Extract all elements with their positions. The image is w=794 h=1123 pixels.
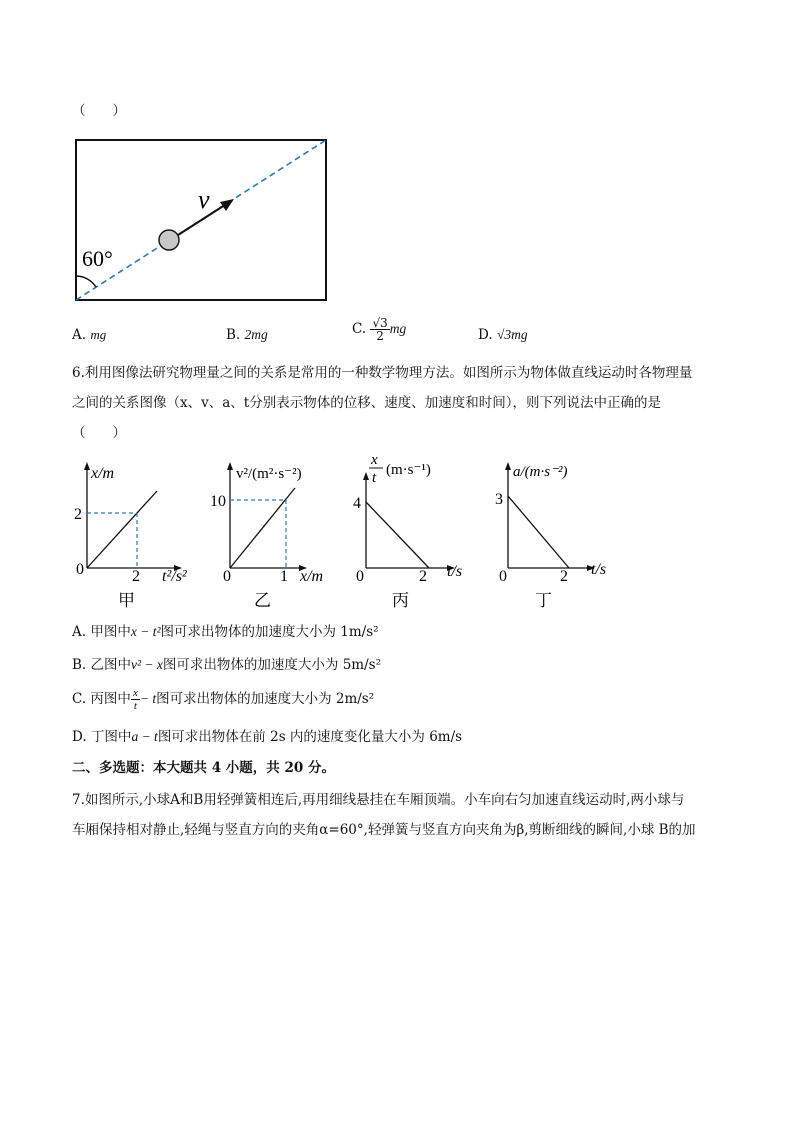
velocity-label: v xyxy=(198,185,210,214)
option-expr: √3mg xyxy=(496,327,528,342)
y-tick-label: 3 xyxy=(495,491,503,508)
option-prefix: B. 乙图中 xyxy=(72,657,132,673)
q6-option-d xyxy=(72,727,462,747)
option-c-numerator: x xyxy=(132,687,138,699)
q5-option-d xyxy=(478,325,528,345)
x-tick-label: 2 xyxy=(560,568,568,585)
q6-option-c xyxy=(72,684,374,714)
y-axis-arrow xyxy=(363,472,369,480)
q6-answer-bracket: （ ） xyxy=(72,425,126,441)
x-tick-label: 2 xyxy=(419,568,427,585)
graph-line xyxy=(508,496,569,568)
origin-label: 0 xyxy=(76,561,84,578)
y-tick-label: 4 xyxy=(353,495,361,512)
q5-option-c xyxy=(352,317,406,342)
q5-option-b xyxy=(226,325,268,345)
q6-option-b xyxy=(72,655,381,675)
y-axis-arrow xyxy=(84,462,90,470)
graph-name: 丙 xyxy=(392,591,409,610)
q6-stem-line1: 6.利用图像法研究物理量之间的关系是常用的一种数学物理方法。如图所示为物体做直线运动时各物理量 xyxy=(72,365,693,381)
graph-name: 甲 xyxy=(118,591,135,610)
option-letter: D. xyxy=(478,327,493,343)
option-letter: C. xyxy=(352,321,367,337)
option-letter: A. xyxy=(72,327,87,343)
graph-line xyxy=(87,491,157,568)
x-axis-label: t²/s² xyxy=(162,568,187,585)
option-c-denominator: t xyxy=(133,700,137,712)
option-text: 图可求出物体在前 2s 内的速度变化量大小为 6m/s xyxy=(157,729,463,745)
option-expr: − t xyxy=(139,691,157,706)
ball xyxy=(159,230,179,250)
graph-ding xyxy=(490,456,620,618)
option-c-numerator: √3 xyxy=(372,316,388,330)
y-axis-label: a/(m·s⁻²) xyxy=(513,464,568,480)
origin-label: 0 xyxy=(356,568,364,585)
option-expr: v² − x xyxy=(131,657,163,672)
graph-line xyxy=(366,502,429,568)
option-text: 图可求出物体的加速度大小为 2m/s² xyxy=(156,691,375,707)
q5-figure xyxy=(70,134,334,306)
graph-name: 丁 xyxy=(535,591,552,610)
q5-answer-bracket: （ ） xyxy=(72,103,126,119)
x-axis-label: x/m xyxy=(300,568,324,585)
q5-option-a xyxy=(72,325,106,345)
option-expr: mg xyxy=(90,327,107,342)
y-axis-label-unit: (m·s⁻¹) xyxy=(386,462,431,478)
y-axis-arrow xyxy=(505,462,511,470)
y-axis-label: x/m xyxy=(91,465,115,482)
graph-bing xyxy=(346,450,476,618)
q7-line1: 7.如图所示,小球A和B用轻弹簧相连后,再用细线悬挂在车厢顶端。小车向右匀加速直线运动时,两小球与 xyxy=(72,792,685,808)
q6-stem-line2: 之间的关系图像（x、v、a、t分别表示物体的位移、速度、加速度和时间），则下列说法中正确的是 xyxy=(72,395,661,411)
option-expr: x − t² xyxy=(130,624,161,639)
y-axis-arrow xyxy=(227,462,233,470)
y-axis-label-denominator: t xyxy=(372,470,377,486)
graph-jia xyxy=(72,456,212,618)
x-tick-label: 2 xyxy=(132,568,140,585)
option-text: 图可求出物体的加速度大小为 1m/s² xyxy=(160,624,379,640)
y-axis-label: v²/(m²·s⁻²) xyxy=(236,466,302,482)
x-axis-label: t/s xyxy=(447,563,463,580)
option-expr: mg xyxy=(389,321,407,336)
origin-label: 0 xyxy=(499,568,507,585)
option-text: 图可求出物体的加速度大小为 5m/s² xyxy=(162,657,381,673)
angle-label: 60° xyxy=(82,246,113,271)
angle-arc xyxy=(76,276,96,287)
option-c-denominator: 2 xyxy=(376,329,384,343)
x-tick-label: 1 xyxy=(280,568,288,585)
option-prefix: A. 甲图中 xyxy=(72,624,131,640)
q6-option-a xyxy=(72,622,379,642)
option-letter: B. xyxy=(226,327,241,343)
q7-line2: 车厢保持相对静止,轻绳与竖直方向的夹角α=60°,轻弹簧与竖直方向夹角为β,剪断细线的瞬间,小球 B的加 xyxy=(72,822,696,838)
y-axis-label-numerator: x xyxy=(371,452,378,468)
graph-name: 乙 xyxy=(254,591,271,610)
velocity-arrow-head xyxy=(220,199,234,211)
option-expr: 2mg xyxy=(244,327,268,342)
y-tick-label: 10 xyxy=(210,493,226,510)
option-expr: a − t xyxy=(131,729,158,744)
y-tick-label: 2 xyxy=(74,506,82,523)
origin-label: 0 xyxy=(223,568,231,585)
section-heading: 二、多选题：本大题共 4 小题，共 20 分。 xyxy=(72,760,335,776)
option-prefix: C. 丙图中 xyxy=(72,691,131,707)
option-prefix: D. 丁图中 xyxy=(72,729,132,745)
graph-yi xyxy=(210,456,346,618)
x-axis-label: t/s xyxy=(591,561,607,578)
